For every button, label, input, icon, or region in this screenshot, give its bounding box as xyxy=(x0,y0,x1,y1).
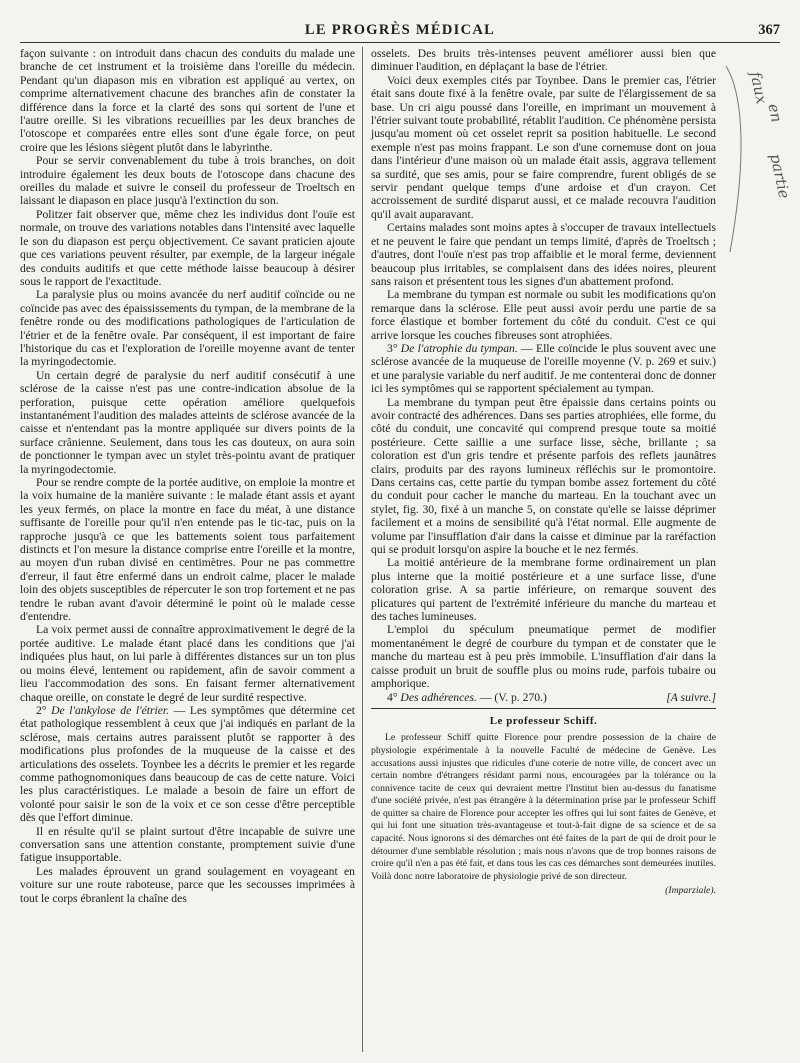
section-4-number: 4° xyxy=(387,690,398,704)
notice-box xyxy=(371,715,716,898)
paragraph: Il en résulte qu'il se plaint surtout d'être incapable de suivre une conversation sans une attention constante, promptement suivie d'une fatigue insupportable. xyxy=(20,824,355,865)
section-2-text: — Les symptômes que détermine cet état pathologique ressemblent à ceux que j'ai indiqués en parlant de la sclérose, mais certains autres paraissent plutôt se rapporter à des modifications plus profondes de la muqueuse de la caisse et des articulations des osselets. Toynbee les a décrits le premier et les regarde comme pathognomoniques dans beaucoup de cas de cette nature. Voici les plus caractéristiques. Le malade a besoin de faire un effort de volonté pour saisir le son de la voix et ce son cesse d'être perceptible dès que l'effort diminue. xyxy=(20,703,355,825)
handwritten-margin-note xyxy=(722,62,794,262)
paragraph: osselets. Des bruits très-intenses peuvent améliorer aussi bien que diminuer l'audition, en déplaçant la base de l'étrier. xyxy=(371,47,716,74)
page-number: 367 xyxy=(758,22,780,38)
paragraph: La voix permet aussi de connaître approximativement le degré de la portée auditive. Le malade étant placé dans les conditions que j'ai indiquées plus haut, on lui parle à différentes distances sur un ton plus ou moins élevé, lentement ou rapidement, afin de savoir comment a lieu l'accommodation des sons. En faisant fermer alternativement chaque oreille, on constate le degré de leur surdité respective. xyxy=(20,623,355,704)
section-2-title: De l'ankylose de l'étrier. xyxy=(51,703,170,717)
section-3-number: 3° xyxy=(387,341,398,355)
paragraph: Les malades éprouvent un grand soulagement en voyageant en voiture sur une route raboteuse, parce que les secousses imprimées à tout le corps ébranlent la chaîne des xyxy=(20,864,355,905)
section-2-number: 2° xyxy=(36,703,47,717)
notice-title: Le professeur Schiff. xyxy=(489,714,598,727)
paragraph: Un certain degré de paralysie du nerf auditif consécutif à une sclérose de la caisse n'est pas une contre-indication absolue de la perforation, puisque cette opération améliore quelquefois instantanément l'audition des malades atteints de sclérose avancée de la caisse et n'entendant pas la montre appliquée sur divers points de la surface crânienne. Seulement, dans tous les cas douteux, on aura soin de ponctionner le tympan avec un stylet très-pointu avant de pratiquer la myringodectomie. xyxy=(20,368,355,476)
section-4 xyxy=(371,691,716,704)
notice-rule xyxy=(371,708,716,709)
paragraph: Pour se rendre compte de la portée auditive, on emploie la montre et la voix humaine de la manière suivante : le malade étant assis et ayant les yeux fermés, on place la montre en face du méat, à une distance suffisante de l'oreille pour qu'il n'en entende pas le tic-tac, puis on la rapproche jusqu'à ce que les battements soient tous parfaitement distincts et l'on mesure la distance comprise entre l'oreille et la montre, au moyen d'un ruban divisé en centimètres. Pour ne pas commettre d'erreur, il faut être enfermé dans un endroit calme, placer le malade loin des objets susceptibles de répercuter le son trop fortement et ne pas tendre le ruban avant d'avoir déterminé le point où le malade cesse d'entendre. xyxy=(20,476,355,624)
journal-title: LE PROGRÈS MÉDICAL xyxy=(304,22,496,38)
section-3-text: — Elle coïncide le plus souvent avec une sclérose avancée de la muqueuse de l'oreille moyenne (V. p. 269 et suiv.) et une paralysie variable du nerf auditif. Je me contenterai donc de donner ici les symptômes qui se rapportent spécialement au tympan. xyxy=(371,341,716,396)
paragraph: Voici deux exemples cités par Toynbee. Dans le premier cas, l'étrier était sans doute fixé à la fenêtre ovale, par suite de l'élargissement de sa base. Un cri aigu poussé dans l'oreille, en imprimant un mouvement à l'étrier suivant toute probabilité, rétablit l'audition. Ce phénomène persista jusqu'au moment où cet osselet reprit sa position habituelle. Le second exemple n'est pas moins frappant. Le son d'une cornemuse dont on joua dans l'intérieur d'une maison où un malade était assis, aggrava tellement sa surdité, que ses amis, pour se faire comprendre, furent obligés de se servir pendant quelque temps d'une ardoise et d'un crayon. Cet accroissement de surdité disparut aussi, et ce malade recouvra l'audition qu'il avait auparavant. xyxy=(371,73,716,221)
header-rule xyxy=(20,42,780,43)
paragraph: La moitié antérieure de la membrane forme ordinairement un plan plus interne que la moitié postérieure et a une surface lisse, d'une coloration grise. A sa partie inférieure, on remarque souvent des plicatures qui partent de l'extrémité inférieure du manche du marteau et des taches lumineuses. xyxy=(371,556,716,624)
notice-text: Le professeur Schiff quitte Florence pour prendre possession de la chaire de physiologie expérimentale à la nouvelle Faculté de médecine de Genève. Les accusations aussi injustes que ridicules d'une coterie de notre ville, de concert avec un certain nombre d'étrangers résidant parmi nous, encouragées par la tolérance ou la connivence tacite de ceux qui devraient mettre l'Institut bien au-dessus du fanatisme d'une société privée, n'est pas étrangère à la détermination prise par le professeur Schiff de quitter sa chaire de Florence pour accepter les offres qui lui sont faites de Genève, et qui lui font une situation très-avantageuse et tout-à-fait digne de sa science et de sa capacité. Nous ignorons si des démarches ont été faites de la part de qui de droit pour le détourner d'une semblable résolution ; mais nous n'avons que de trop bonnes raisons de croire qu'il n'en a pas été fait, et dans tous les cas ces démarches sont demeurées inutiles. Voilà donc notre laboratoire de physiologie privé de son directeur. xyxy=(371,732,716,882)
margin-handwriting-1: faux xyxy=(746,70,771,106)
notice-signature: (Imparziale). xyxy=(665,885,716,897)
section-3 xyxy=(371,342,716,396)
paragraph: Pour se servir convenablement du tube à trois branches, on doit introduire également les deux bouts de l'otoscope dans chacune des oreilles du malade et suivre le conseil du professeur de Troeltsch en laissant le diapason en place jusqu'à l'extinction du son. xyxy=(20,154,355,208)
section-3-title: De l'atrophie du tympan. xyxy=(400,341,518,355)
paragraph: façon suivante : on introduit dans chacun des conduits du malade une branche de cet instrument et la troisième dans l'oreille du médecin. Pendant qu'un diapason mis en vibration est appliqué au vertex, on comprime alternativement chacune des branches afin de constater la différence dans la force et la clarté des sons qui sortent de l'une et l'autre oreille. Si les vibrations recueillies par les deux branches de l'otoscope et comparées entre elles sont d'une égale force, on peut croire que les lésions siègent plutôt dans le labyrinthe. xyxy=(20,47,355,154)
margin-handwriting-3: partie xyxy=(766,152,794,201)
margin-handwriting-2: en xyxy=(764,102,786,124)
section-4-title: Des adhérences. xyxy=(400,690,477,704)
paragraph: L'emploi du spéculum pneumatique permet de modifier momentanément le degré de courbure du tympan et de constater que le manche du marteau est à peu près immobile. L'insufflation d'air dans la caisse produit un bruit de souffle plus ou moins rude, parfois tubaire ou amphorique. xyxy=(371,623,716,691)
section-2 xyxy=(20,704,355,825)
section-4-ref: — (V. p. 270.) xyxy=(479,690,547,704)
paragraph: La paralysie plus ou moins avancée du nerf auditif coïncide ou ne coïncide pas avec des épaississements du tympan, de la membrane de la fenêtre ronde ou des modifications pathologiques de l'articulation de l'étrier et de la fenêtre ovale. Par conséquent, il est important de faire l'historique du cas et l'exploration de l'oreille moyenne avant de tenter la myringodectomie. xyxy=(20,288,355,369)
left-column xyxy=(20,47,355,905)
paragraph: Certains malades sont moins aptes à s'occuper de travaux intellectuels et ne peuvent le faire que pendant un temps limité, d'après de Troeltsch ; d'autres, dont l'ouïe n'est pas trop affaiblie et le moral ferme, deviennent beaucoup plus irritables, se complaisent dans des idées noires, pleurent sans raison et présentent tous les signes d'un abattement profond. xyxy=(371,221,716,288)
page-header xyxy=(0,0,800,44)
right-column xyxy=(371,47,716,898)
paragraph: La membrane du tympan est normale ou subit les modifications qu'on remarque dans la sclérose. Elle peut aussi avoir perdu une partie de sa force élastique et bomber fortement du côté du conduit. C'est ce qui arrive lorsque les couches fibreuses sont atrophiées. xyxy=(371,288,716,342)
column-divider xyxy=(362,47,363,1052)
paragraph: La membrane du tympan peut être épaissie dans certains points ou avoir contracté des adhérences. Dans ses parties atrophiées, elle forme, du côté du conduit, une concavité qui comprend presque toute sa moitié postérieure. Cette saillie a une surface lisse, sèche, brillante ; sa coloration est d'un gris tendre et présente parfois des reflets jaunâtres clairs, produits par des rayons lumineux réfléchis sur le promontoire. Dans certains cas, cette partie du tympan bombe assez fortement du côté du conduit pour cacher le manche du marteau. En la touchant avec un stylet, fig. 30, fixé à un manche 5, on constate qu'elle se laisse déprimer facilement et a moins de sensibilité qu'à l'état normal. Elle augmente de volume par l'insufflation d'air dans la caisse et diminue par la raréfaction qui se produit lorsqu'on aspire la bouche et le nez fermés. xyxy=(371,395,716,557)
to-follow-note: [A suivre.] xyxy=(666,690,716,704)
paragraph: Politzer fait observer que, même chez les individus dont l'ouïe est normale, on trouve des variations notables dans l'intensité avec laquelle le son du diapason est perçu objectivement. Ce savant praticien ajoute que ces variations peuvent résulter, par exemple, de la largeur inégale des conduits auditifs et que cette méthode laisse beaucoup à désirer sous le rapport de l'exactitude. xyxy=(20,207,355,288)
